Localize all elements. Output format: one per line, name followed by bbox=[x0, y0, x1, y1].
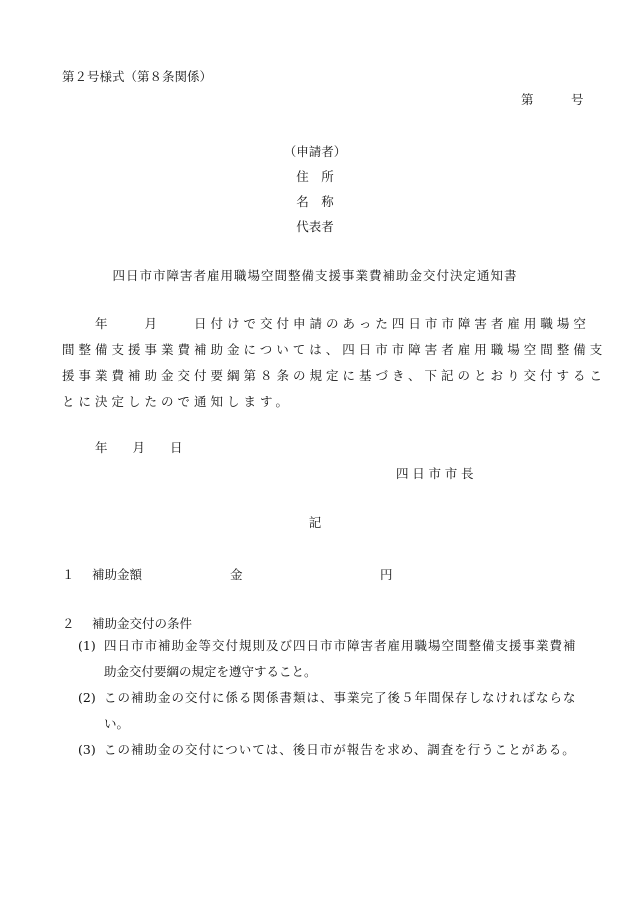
item-number: ２ bbox=[62, 616, 75, 631]
condition-number: (1) bbox=[78, 638, 96, 653]
item-label: 補助金交付の条件 bbox=[92, 616, 193, 631]
applicant-address-label: 住 所 bbox=[296, 169, 334, 184]
body-paragraph bbox=[62, 311, 607, 415]
issue-date: 年 月 日 bbox=[95, 440, 183, 455]
applicant-name-label: 名 称 bbox=[296, 194, 334, 209]
condition-text: 四日市市補助金等交付規則及び四日市市障害者雇用職場空間整備支援事業費補 bbox=[104, 638, 577, 653]
body-line: 援事業費補助金交付要綱第８条の規定に基づき、下記のとおり交付するこ bbox=[62, 368, 607, 383]
condition-continuation bbox=[62, 711, 602, 737]
body-line: 年 月 日付けで交付申請のあった四日市市障害者雇用職場空 bbox=[62, 316, 590, 331]
ki-heading: 記 bbox=[308, 515, 322, 530]
condition-number: (3) bbox=[78, 742, 96, 757]
condition-text: い。 bbox=[104, 716, 130, 731]
condition-item bbox=[62, 737, 602, 763]
body-line: 間整備支援事業費補助金については、四日市市障害者雇用職場空間整備支 bbox=[62, 342, 607, 357]
form-label: 第２号様式（第８条関係） bbox=[62, 69, 213, 84]
condition-text: 助金交付要綱の規定を遵守すること。 bbox=[104, 664, 317, 679]
applicant-heading: （申請者） bbox=[283, 144, 347, 159]
amount-yen: 円 bbox=[380, 567, 393, 582]
condition-item bbox=[62, 685, 602, 711]
condition-item bbox=[62, 633, 602, 659]
amount-kin: 金 bbox=[230, 567, 243, 582]
condition-continuation bbox=[62, 659, 602, 685]
conditions-list bbox=[62, 633, 602, 763]
document-title: 四日市市障害者雇用職場空間整備支援事業費補助金交付決定通知書 bbox=[112, 268, 518, 283]
mayor-signature: 四日市市長 bbox=[396, 466, 478, 481]
condition-text: この補助金の交付については、後日市が報告を求め、調査を行うことがある。 bbox=[104, 742, 576, 757]
item-number: １ bbox=[62, 567, 75, 582]
body-line: とに決定したので通知します。 bbox=[62, 394, 293, 409]
condition-text: この補助金の交付に係る関係書類は、事業完了後５年間保存しなければならな bbox=[104, 690, 577, 705]
condition-number: (2) bbox=[78, 690, 96, 705]
item-label: 補助金額 bbox=[92, 567, 143, 582]
document-number: 第 号 bbox=[521, 92, 584, 107]
applicant-representative-label: 代表者 bbox=[296, 219, 334, 234]
